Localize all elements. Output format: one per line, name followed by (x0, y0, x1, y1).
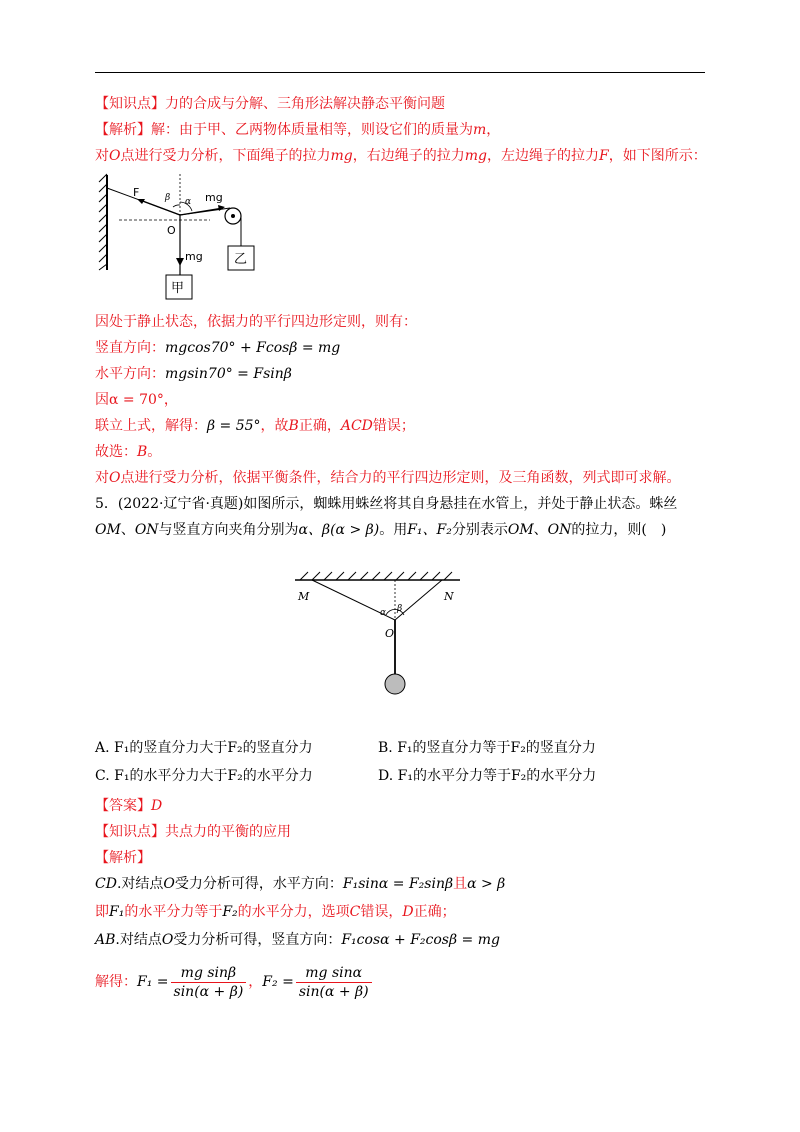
given-alpha-line (95, 390, 178, 410)
t: 。用 (379, 522, 408, 538)
punct: ， (486, 122, 501, 138)
denominator: sin(α + β) (173, 983, 244, 1000)
analysis-label-2 (95, 848, 151, 868)
t: 【知识点】共点力的平衡的应用 (95, 824, 291, 840)
denominator: sin(α + β) (298, 983, 369, 1000)
t: 分别表示 (451, 522, 508, 538)
summary-line (95, 468, 680, 488)
option-letter: A. (95, 740, 110, 756)
t: 5．(2022·辽宁省·真题)如图所示，蜘蛛用蛛丝将其自身悬挂在水管上，并处于静止状态。蛛丝 (95, 496, 678, 512)
var: CD (95, 876, 117, 892)
var: O (163, 876, 175, 892)
var: F₂ = (262, 974, 294, 990)
var: OM (95, 522, 121, 538)
analysis-line-2 (95, 146, 707, 166)
horizontal-equation: mgsin70° = Fsinβ (165, 366, 292, 382)
ab-line (95, 930, 500, 950)
var: α、β(α > β) (298, 522, 380, 538)
solve-line (95, 416, 415, 436)
label-yi: 乙 (234, 252, 248, 267)
t: 且 (453, 876, 468, 892)
t: ，右边绳子的拉力 (352, 148, 465, 164)
t: .对结点 (116, 876, 164, 892)
t: 解得： (95, 974, 137, 990)
label-alpha: α (185, 197, 192, 207)
var: F₂ (222, 904, 238, 920)
t: 的水平分力，选项 (237, 904, 350, 920)
var: ON (547, 522, 572, 538)
option-b[interactable] (378, 738, 596, 758)
option-text: F₁的水平分力等于F₂的水平分力 (397, 768, 597, 784)
label-m: M (298, 590, 310, 603)
label-o: O (385, 627, 395, 640)
label-alpha: α (380, 608, 387, 618)
var-f: F (598, 148, 609, 164)
t: 错误； (372, 418, 415, 434)
q5-stem-1 (95, 494, 677, 514)
q5-stem-2 (95, 520, 666, 540)
numerator: mg sinα (296, 964, 372, 983)
answer-value: D (151, 798, 163, 814)
analysis-text: 【解析】解：由于甲、乙两物体质量相等，则设它们的质量为 (95, 122, 473, 138)
label-f: F (133, 186, 140, 199)
t: 正确， (298, 418, 341, 434)
t: 【解析】 (95, 850, 151, 866)
knowledge-point-2 (95, 822, 291, 842)
option-letter: C. (95, 768, 110, 784)
t: 错误， (360, 904, 403, 920)
label-n: N (444, 590, 454, 603)
beta-result: β = 55° (207, 418, 261, 434)
knowledge-point-1 (95, 94, 445, 114)
t: 联立上式，解得： (95, 418, 207, 434)
knowledge-text: 【知识点】力的合成与分解、三角形法解决静态平衡问题 (95, 96, 445, 112)
choice-line (95, 442, 161, 462)
t: 竖直方向： (95, 340, 165, 356)
var-mg: mg (464, 148, 487, 164)
analysis-line-1 (95, 120, 500, 140)
var: O (161, 932, 174, 948)
t: 、 (533, 522, 548, 538)
var: B (288, 418, 299, 434)
var: D (402, 904, 414, 920)
answer-line (95, 796, 162, 816)
t: .对结点 (115, 932, 162, 948)
t: ，如下图所示： (608, 148, 707, 164)
option-text: F₁的水平分力大于F₂的水平分力 (114, 768, 313, 784)
var: ACD (340, 418, 373, 434)
var: C (349, 904, 361, 920)
t: 点进行受力分析，依据平衡条件，结合力的平行四边形定则，及三角函数，列式即可求解。 (120, 470, 681, 486)
spider-diagram (290, 565, 465, 700)
t: 与竖直方向夹角分别为 (158, 522, 299, 538)
var: B (137, 444, 148, 460)
t: 正确； (413, 904, 456, 920)
t: 的拉力，则( ) (571, 522, 667, 538)
label-mg-down: mg (185, 250, 203, 263)
option-text: F₁的竖直分力大于F₂的竖直分力 (114, 740, 313, 756)
r2-line (95, 902, 456, 922)
t: 。 (147, 444, 162, 460)
var: OM (507, 522, 534, 538)
t: 点进行受力分析，下面绳子的拉力 (120, 148, 331, 164)
t: 因α = 70°， (95, 392, 178, 408)
cd-line (95, 874, 505, 894)
label-mg-right: mg (205, 191, 223, 204)
mass-variable: m (473, 122, 487, 138)
horizontal-eq-line (95, 364, 292, 384)
t: 受力分析可得，水平方向： (174, 876, 343, 892)
option-c[interactable] (95, 766, 313, 786)
var: ON (134, 522, 159, 538)
fraction-f1 (171, 964, 247, 1001)
label-o: O (167, 224, 176, 237)
option-a[interactable] (95, 738, 313, 758)
static-line (95, 312, 417, 332)
vertical-equation: F₁cosα + F₂cosβ = mg (341, 932, 500, 948)
solution-line (95, 962, 374, 1002)
option-letter: B. (378, 740, 393, 756)
option-text: F₁的竖直分力等于F₂的竖直分力 (397, 740, 596, 756)
label-beta: β (165, 193, 171, 203)
horizontal-equation: F₁sinα = F₂sinβ (342, 876, 454, 892)
t: 即 (95, 904, 109, 920)
option-d[interactable] (378, 766, 596, 786)
vertical-equation: mgcos70° + Fcosβ = mg (165, 340, 341, 356)
var-mg: mg (330, 148, 353, 164)
point-o: O (109, 148, 121, 164)
t: ，故 (260, 418, 289, 434)
var: AB (95, 932, 116, 948)
label-beta: β (397, 604, 403, 614)
t: ， (248, 974, 263, 990)
t: 对 (95, 470, 109, 486)
force-diagram-1 (95, 170, 265, 305)
label-jia: 甲 (171, 281, 185, 296)
var: F₁ (109, 904, 125, 920)
t: ，左边绳子的拉力 (486, 148, 599, 164)
fraction-f2 (296, 964, 372, 1001)
var: F₁、F₂ (407, 522, 452, 538)
t: 受力分析可得，竖直方向： (173, 932, 342, 948)
option-letter: D. (378, 768, 394, 784)
t: 水平方向： (95, 366, 165, 382)
vertical-eq-line (95, 338, 340, 358)
t: 、 (120, 522, 135, 538)
numerator: mg sinβ (171, 964, 247, 983)
condition: α > β (467, 876, 506, 892)
t: 因处于静止状态，依据力的平行四边形定则，则有： (95, 314, 417, 330)
t: 故选： (95, 444, 137, 460)
var: O (109, 470, 121, 486)
header-rule (95, 72, 705, 73)
t: 对 (95, 148, 109, 164)
var: F₁ = (137, 974, 169, 990)
t: 【答案】 (95, 798, 151, 814)
t: 的水平分力等于 (124, 904, 223, 920)
